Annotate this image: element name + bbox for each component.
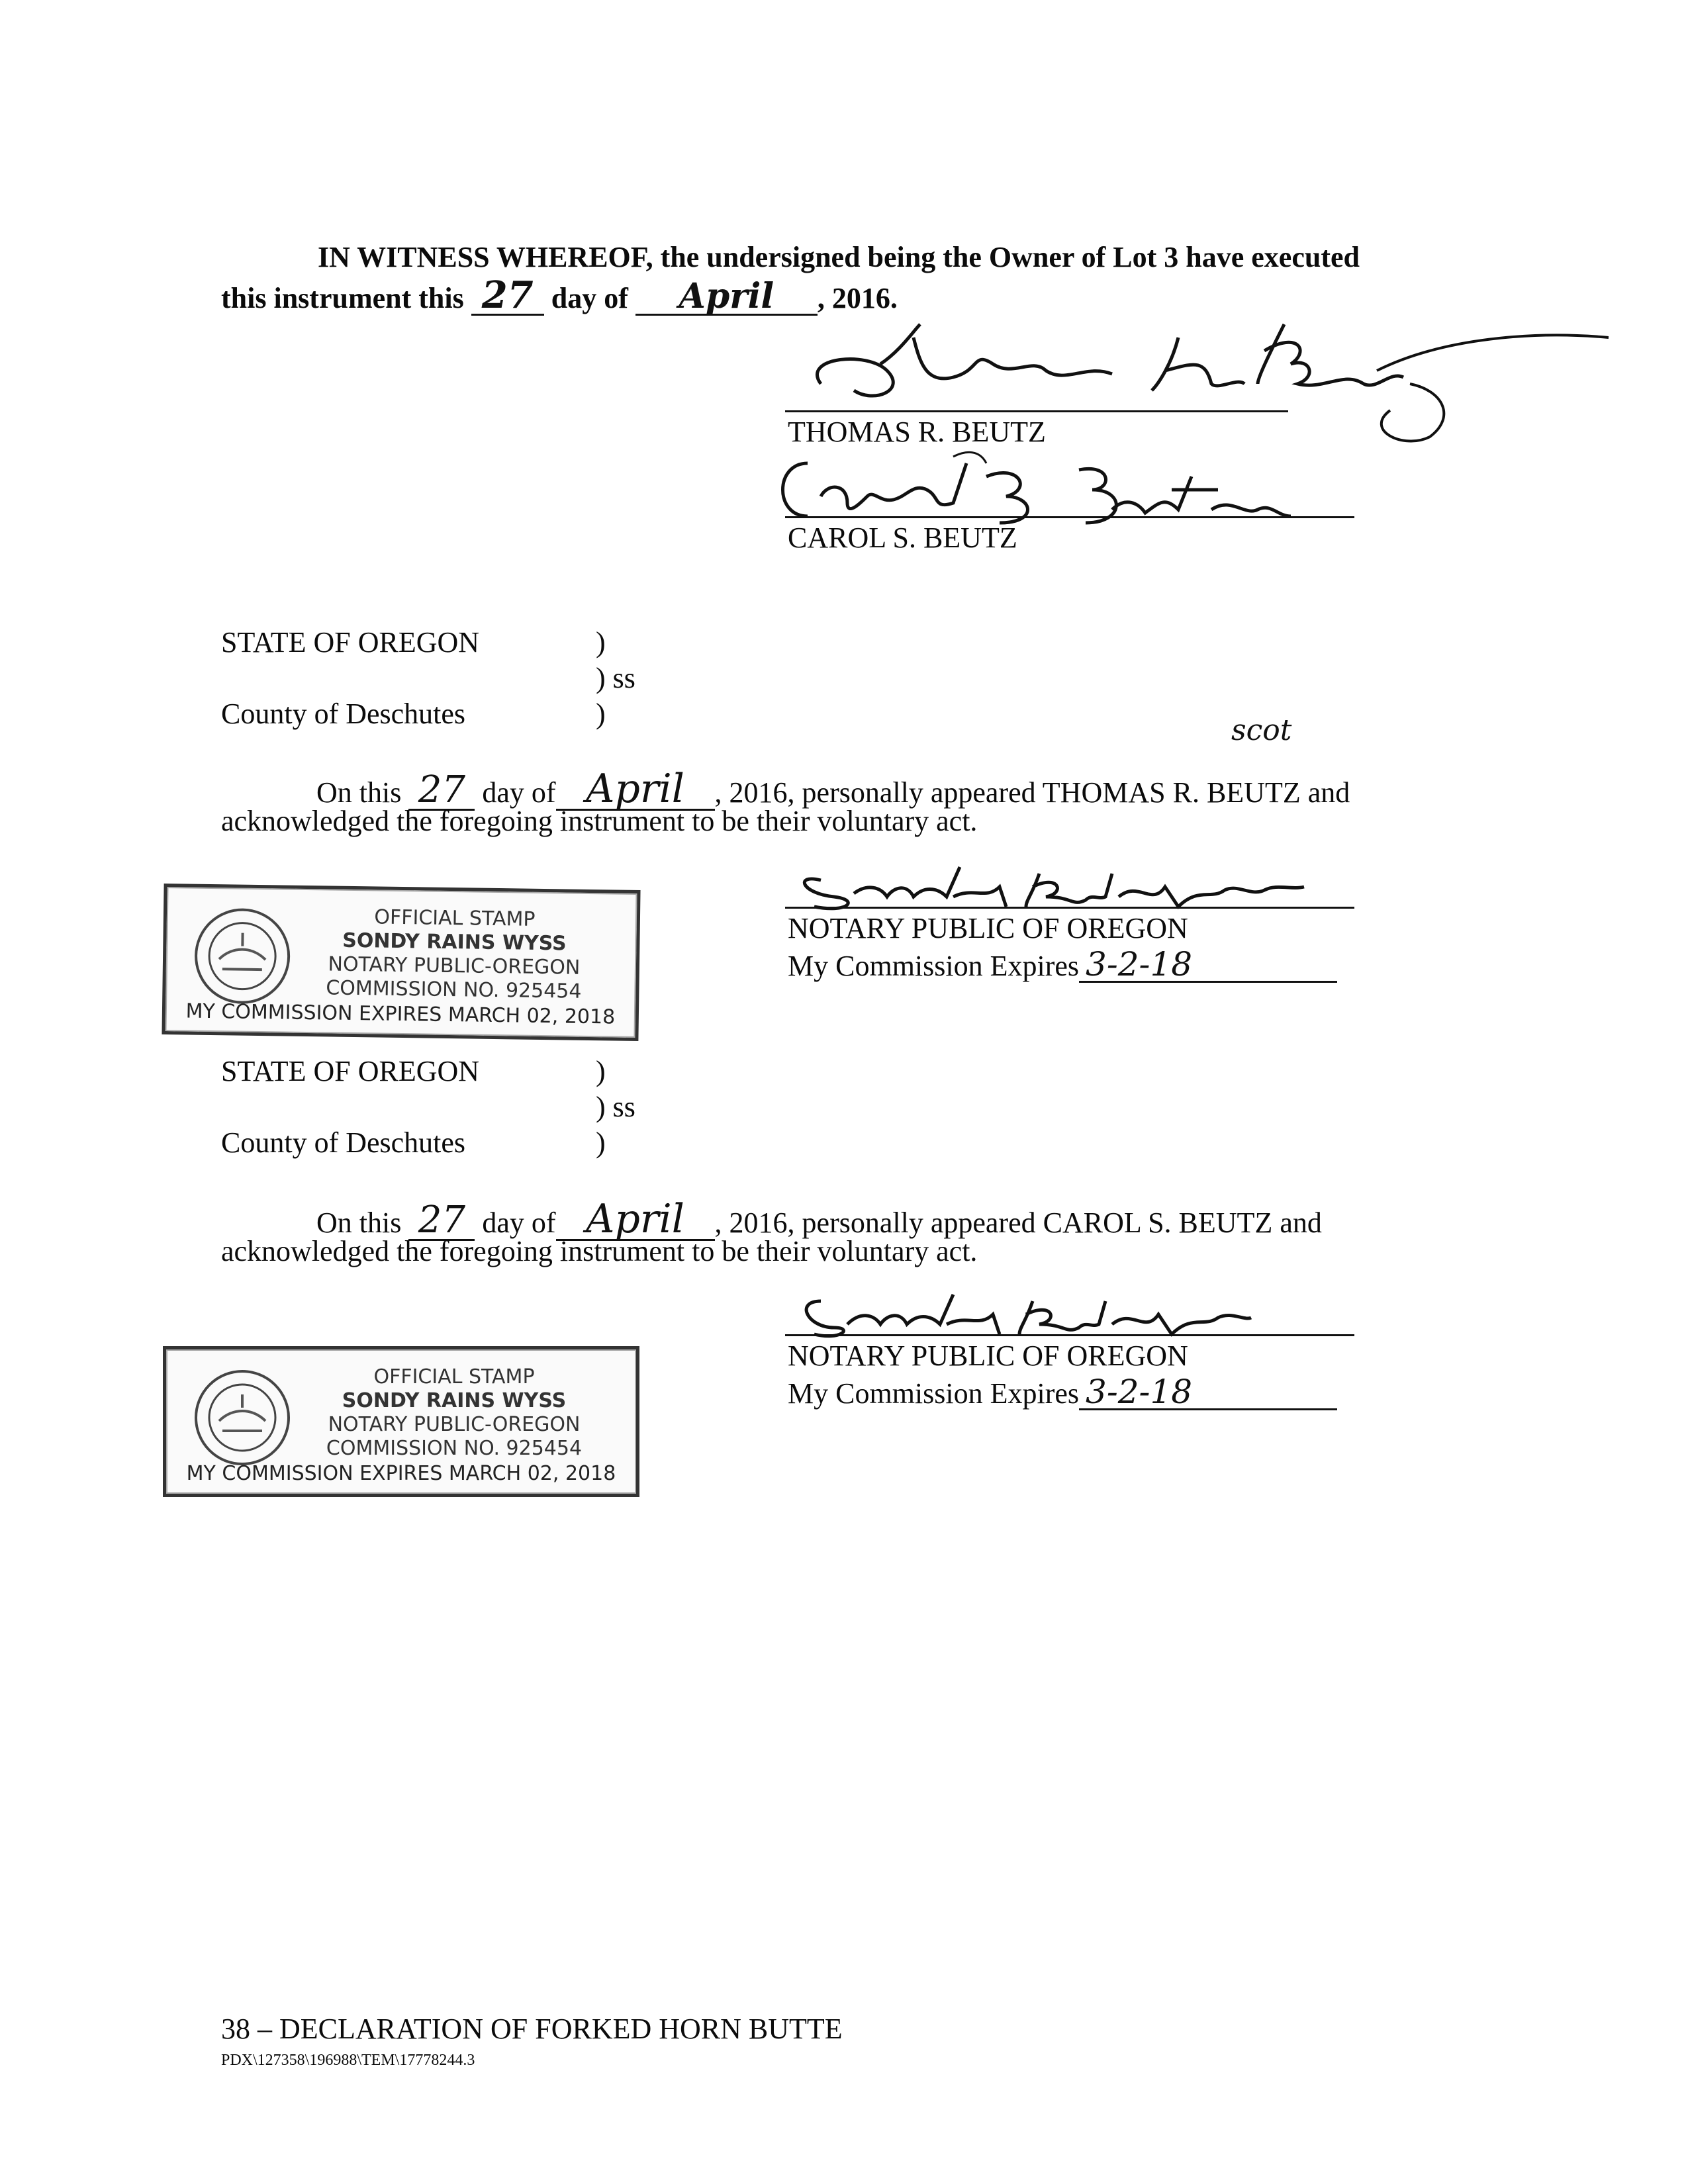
- stamp-line-3: NOTARY PUBLIC-OREGON: [328, 952, 581, 979]
- venue2-state: STATE OF OREGON: [221, 1055, 480, 1087]
- carol-signature-line: [785, 516, 1354, 518]
- witness-day: 27: [471, 277, 544, 316]
- stamp-line-2: SONDY RAINS WYSS: [342, 929, 567, 956]
- ack2-line-2: acknowledged the foregoing instrument to be their voluntary act.: [221, 1235, 978, 1267]
- witness-line-2: [221, 273, 898, 317]
- stamp-line-1: OFFICIAL STAMP: [374, 905, 536, 931]
- witness-mid: day of: [551, 282, 628, 314]
- carol-name: CAROL S. BEUTZ: [788, 522, 1017, 554]
- venue1-ss: ) ss: [596, 662, 635, 694]
- ack2-day: 27: [408, 1202, 475, 1241]
- stamp-line-4: COMMISSION NO. 925454: [326, 976, 582, 1003]
- stamp-line-2: SONDY RAINS WYSS: [342, 1389, 567, 1412]
- notary2-expires-label: My Commission Expires: [788, 1377, 1080, 1410]
- footer-doc-code: PDX\127358\196988\TEM\17778244.3: [221, 2052, 475, 2069]
- ack2-pre: On this: [316, 1206, 402, 1239]
- witness-end: , 2016.: [817, 282, 898, 314]
- notary2-signature: [794, 1288, 1258, 1341]
- state-seal-icon: [193, 1368, 292, 1467]
- stamp-text: [299, 1365, 610, 1461]
- venue1-paren-top: ): [596, 626, 606, 659]
- ack2-month: April: [556, 1199, 715, 1241]
- notary-stamp-2: [163, 1346, 639, 1497]
- ack2-mid: day of: [482, 1206, 556, 1239]
- ack2-post: , 2016, personally appeared CAROL S. BEUTZ and: [714, 1206, 1322, 1239]
- witness-line-1: IN WITNESS WHEREOF, the undersigned being the Owner of Lot 3 have executed: [318, 241, 1360, 273]
- venue2-paren-bottom: ): [596, 1126, 606, 1159]
- notary1-signature: [794, 860, 1311, 913]
- thomas-name: THOMAS R. BEUTZ: [788, 416, 1046, 448]
- venue1-state: STATE OF OREGON: [221, 626, 480, 659]
- venue1-county: County of Deschutes: [221, 698, 466, 730]
- ack1-pre: On this: [316, 776, 402, 809]
- stamp-text: [298, 905, 610, 1005]
- venue2-ss: ) ss: [596, 1091, 635, 1123]
- notary2-title: NOTARY PUBLIC OF OREGON: [788, 1340, 1188, 1372]
- notary2-expires-value: 3-2-18: [1079, 1375, 1337, 1410]
- stamp-expiry: MY COMMISSION EXPIRES MARCH 02, 2018: [186, 1462, 616, 1485]
- notary2-signature-line: [785, 1334, 1354, 1336]
- venue2-county: County of Deschutes: [221, 1126, 466, 1159]
- witness-pre: this instrument this: [221, 282, 464, 314]
- venue1-paren-bottom: ): [596, 698, 606, 730]
- notary1-expires-label: My Commission Expires: [788, 950, 1080, 982]
- thomas-signature-line: [785, 410, 1288, 412]
- ack1-mid: day of: [482, 776, 556, 809]
- stamp-line-3: NOTARY PUBLIC-OREGON: [328, 1413, 581, 1436]
- notary-stamp-1: [162, 884, 640, 1041]
- stamp-line-1: OFFICIAL STAMP: [373, 1365, 535, 1388]
- witness-month: April: [635, 279, 818, 316]
- notary1-title: NOTARY PUBLIC OF OREGON: [788, 912, 1188, 944]
- state-seal-icon: [192, 906, 293, 1007]
- ack1-day: 27: [408, 772, 475, 811]
- stamp-expiry: MY COMMISSION EXPIRES MARCH 02, 2018: [185, 999, 616, 1029]
- notary1-signature-line: [785, 907, 1354, 909]
- notary1-expires-line: [788, 945, 1337, 983]
- correction-note: scot: [1231, 713, 1292, 747]
- ack1-line-2: acknowledged the foregoing instrument to be their voluntary act.: [221, 805, 978, 837]
- venue2-paren-top: ): [596, 1055, 606, 1087]
- notary2-expires-line: [788, 1375, 1337, 1411]
- notary1-expires-value: 3-2-18: [1079, 948, 1337, 983]
- footer-title: 38 – DECLARATION OF FORKED HORN BUTTE: [221, 2013, 843, 2045]
- stamp-line-4: COMMISSION NO. 925454: [326, 1437, 583, 1460]
- ack1-month: April: [556, 769, 715, 811]
- ack1-post: , 2016, personally appeared THOMAS R. BEUTZ and: [714, 776, 1350, 809]
